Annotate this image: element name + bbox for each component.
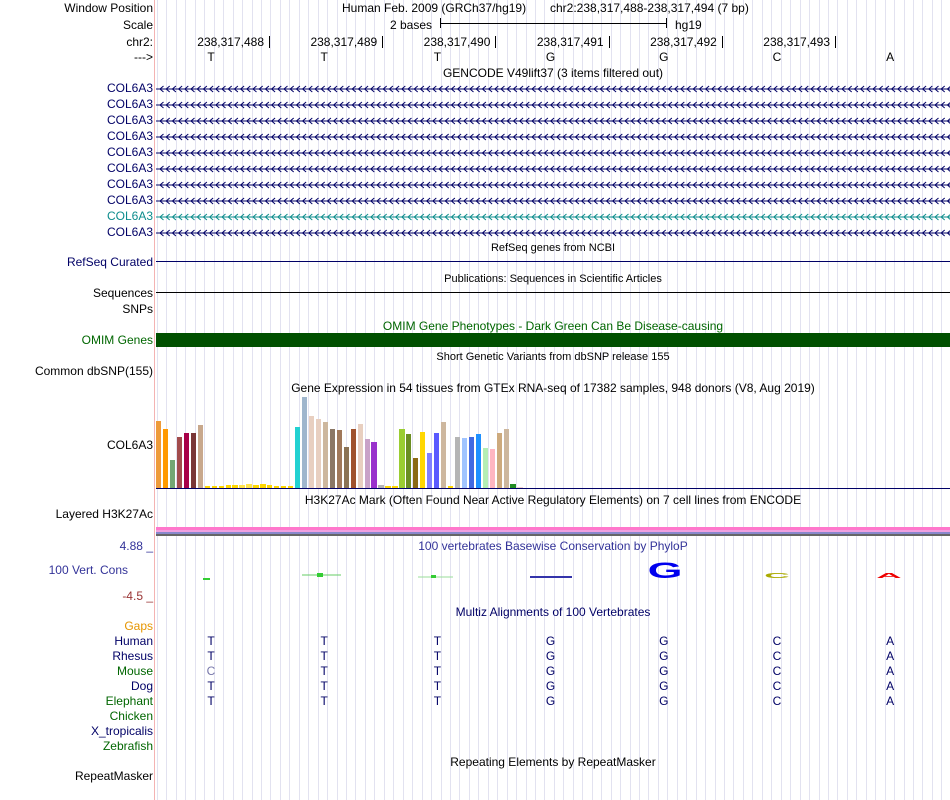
- strand-base: G: [545, 50, 556, 64]
- multiz-base: G: [545, 649, 556, 663]
- omim-label[interactable]: OMIM Genes: [81, 333, 153, 347]
- ruler-position: 238,317,488: [197, 35, 264, 49]
- multiz-species-label[interactable]: Zebrafish: [102, 739, 153, 753]
- phylop-logo-a: [876, 572, 901, 580]
- gencode-gene-label[interactable]: COL6A3: [106, 113, 153, 127]
- svg-text:G: G: [647, 557, 683, 584]
- scale-assembly: hg19: [675, 18, 702, 32]
- multiz-base: G: [545, 694, 556, 708]
- svg-text:C: C: [764, 571, 790, 580]
- multiz-species-label[interactable]: Human: [114, 634, 153, 648]
- multiz-base: G: [545, 634, 556, 648]
- multiz-base: G: [545, 679, 556, 693]
- strand-base: T: [207, 50, 215, 64]
- gencode-gene-label[interactable]: COL6A3: [106, 81, 153, 95]
- multiz-base: T: [433, 634, 442, 648]
- multiz-base: G: [659, 664, 669, 678]
- strand-label: --->: [134, 50, 153, 64]
- repeatmasker-title: Repeating Elements by RepeatMasker: [450, 755, 656, 769]
- phylop-label[interactable]: 100 Vert. Cons: [48, 563, 128, 577]
- multiz-species-label[interactable]: Elephant: [105, 694, 153, 708]
- chrom-label: chr2:: [126, 35, 153, 49]
- publications-label[interactable]: Sequences: [92, 286, 153, 300]
- multiz-species-label[interactable]: Chicken: [109, 709, 153, 723]
- multiz-base: A: [886, 664, 895, 678]
- multiz-base: G: [659, 649, 669, 663]
- multiz-base: G: [545, 664, 556, 678]
- multiz-base: A: [886, 679, 895, 693]
- publications-title: Publications: Sequences in Scientific Articles: [444, 273, 662, 285]
- multiz-base: C: [772, 664, 782, 678]
- multiz-base: C: [772, 649, 782, 663]
- multiz-base: T: [433, 679, 442, 693]
- dbsnp-title: Short Genetic Variants from dbSNP release 155: [436, 351, 670, 363]
- h3k27ac-label[interactable]: Layered H3K27Ac: [55, 507, 153, 521]
- multiz-base: T: [433, 664, 442, 678]
- phylop-max: 4.88 _: [119, 539, 153, 553]
- snps-label[interactable]: SNPs: [122, 302, 153, 316]
- gencode-gene-label[interactable]: COL6A3: [106, 193, 153, 207]
- ruler-position: 238,317,493: [763, 35, 830, 49]
- ruler-position: 238,317,491: [536, 35, 604, 49]
- phylop-mark-3: [418, 575, 453, 578]
- multiz-base: T: [320, 634, 328, 648]
- phylop-logo-c: [764, 572, 789, 580]
- multiz-base: T: [207, 679, 215, 693]
- multiz-base: C: [772, 694, 782, 708]
- gencode-gene-label[interactable]: COL6A3: [106, 145, 153, 159]
- dbsnp-label[interactable]: Common dbSNP(155): [34, 364, 153, 378]
- gencode-gene-label[interactable]: COL6A3: [106, 161, 153, 175]
- multiz-base: T: [433, 649, 442, 663]
- ruler-position: 238,317,492: [650, 35, 717, 49]
- refseq-title: RefSeq genes from NCBI: [490, 242, 616, 254]
- svg-text:A: A: [876, 571, 902, 580]
- scale-label: Scale: [122, 18, 153, 32]
- multiz-base: G: [659, 634, 669, 648]
- gencode-title: GENCODE V49lift37 (3 items filtered out): [442, 66, 664, 80]
- multiz-base: G: [659, 694, 669, 708]
- region-text: chr2:238,317,488-238,317,494 (7 bp): [550, 1, 749, 15]
- phylop-min: -4.5 _: [122, 589, 153, 603]
- gencode-gene-label[interactable]: COL6A3: [106, 129, 153, 143]
- multiz-base: A: [886, 634, 895, 648]
- refseq-label[interactable]: RefSeq Curated: [66, 255, 153, 269]
- multiz-base: A: [886, 649, 895, 663]
- repeatmasker-label[interactable]: RepeatMasker: [74, 769, 153, 783]
- phylop-title: 100 vertebrates Basewise Conservation by PhyloP: [418, 539, 688, 553]
- multiz-species-label[interactable]: Dog: [130, 679, 153, 693]
- multiz-base: C: [772, 679, 782, 693]
- strand-base: A: [886, 50, 895, 64]
- multiz-base: T: [320, 694, 328, 708]
- phylop-logo-g: [648, 558, 683, 583]
- gencode-gene-label[interactable]: COL6A3: [106, 177, 153, 191]
- multiz-base: G: [659, 679, 669, 693]
- multiz-base: A: [886, 694, 895, 708]
- h3k27ac-title: H3K27Ac Mark (Often Found Near Active Regulatory Elements) on 7 cell lines from ENCODE: [304, 493, 802, 507]
- multiz-species-label[interactable]: Mouse: [116, 664, 153, 678]
- multiz-base: C: [772, 634, 782, 648]
- ruler-position: 238,317,489: [310, 35, 378, 49]
- gtex-label[interactable]: COL6A3: [106, 438, 153, 452]
- ruler-position: 238,317,490: [423, 35, 491, 49]
- omim-title: OMIM Gene Phenotypes - Dark Green Can Be Disease-causing: [382, 319, 724, 333]
- gencode-gene-label[interactable]: COL6A3: [106, 97, 153, 111]
- strand-base: G: [659, 50, 669, 64]
- multiz-base: T: [320, 679, 328, 693]
- multiz-base: T: [433, 694, 442, 708]
- multiz-base: T: [207, 694, 215, 708]
- strand-base: T: [433, 50, 442, 64]
- window-position-label: Window Position: [64, 1, 153, 15]
- gtex-title: Gene Expression in 54 tissues from GTEx RNA-seq of 17382 samples, 948 donors (V8, Aug 2019): [291, 381, 815, 395]
- scale-text: 2 bases: [390, 18, 433, 32]
- multiz-species-label[interactable]: X_tropicalis: [90, 724, 153, 738]
- strand-base: C: [772, 50, 782, 64]
- multiz-base: T: [320, 649, 328, 663]
- multiz-base: C: [206, 664, 216, 678]
- gaps-label[interactable]: Gaps: [124, 619, 153, 633]
- multiz-title: Multiz Alignments of 100 Vertebrates: [455, 605, 651, 619]
- phylop-mark-2: [302, 573, 341, 577]
- multiz-base: T: [320, 664, 328, 678]
- strand-base: T: [320, 50, 328, 64]
- multiz-base: T: [207, 634, 215, 648]
- gencode-gene-label[interactable]: COL6A3: [106, 209, 153, 223]
- assembly-text: Human Feb. 2009 (GRCh37/hg19): [342, 1, 527, 15]
- multiz-base: T: [207, 649, 215, 663]
- gencode-gene-label[interactable]: COL6A3: [106, 225, 153, 239]
- multiz-species-label[interactable]: Rhesus: [112, 649, 153, 663]
